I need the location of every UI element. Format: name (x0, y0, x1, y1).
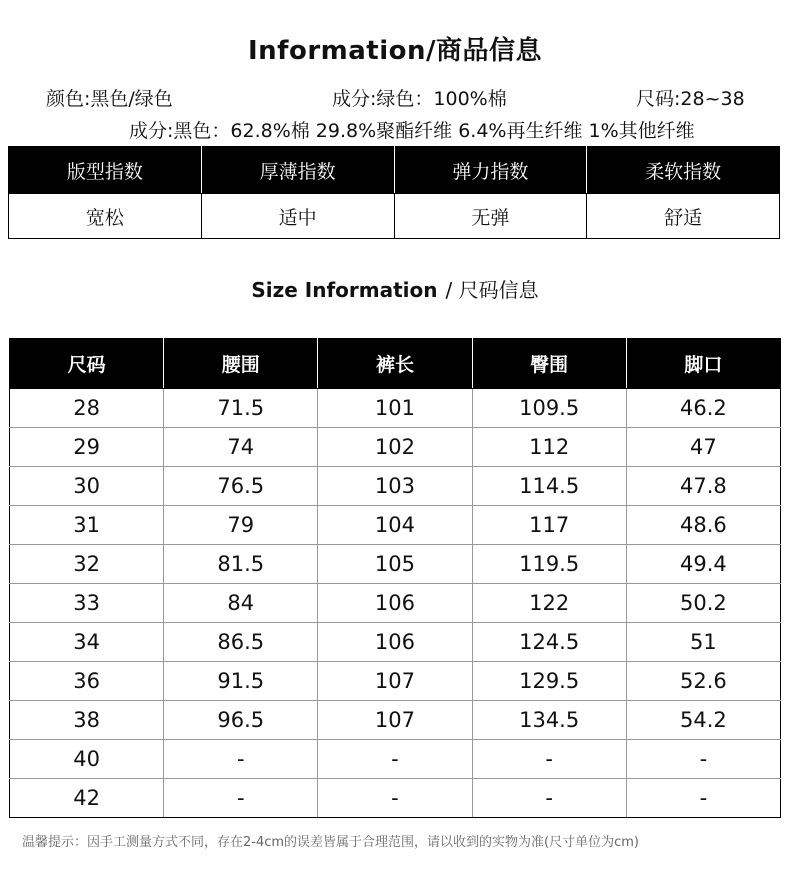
table-cell: 30 (10, 467, 164, 506)
table-cell: 107 (318, 662, 472, 701)
table-cell: - (626, 779, 780, 818)
index-header: 厚薄指数 (201, 147, 394, 194)
table-cell: 71.5 (164, 389, 318, 428)
table-cell: - (318, 740, 472, 779)
index-value: 无弹 (394, 194, 587, 239)
table-cell: 42 (10, 779, 164, 818)
table-cell: - (164, 779, 318, 818)
composition-black-info: 成分:黑色：62.8%棉 29.8%聚酯纤维 6.4%再生纤维 1%其他纤维 (129, 120, 695, 142)
size-column-header: 腰围 (164, 339, 318, 389)
table-cell: 31 (10, 506, 164, 545)
table-row (10, 701, 781, 740)
index-header: 版型指数 (9, 147, 202, 194)
composition-green-info: 成分:绿色：100%棉 (332, 88, 507, 110)
size-header-row (10, 339, 781, 389)
table-cell: - (164, 740, 318, 779)
table-cell: 51 (626, 623, 780, 662)
index-value-row (9, 194, 780, 239)
table-cell: 47.8 (626, 467, 780, 506)
table-row (10, 467, 781, 506)
table-cell: 106 (318, 584, 472, 623)
table-row (10, 662, 781, 701)
index-value: 舒适 (587, 194, 780, 239)
table-row (10, 506, 781, 545)
table-cell: 101 (318, 389, 472, 428)
index-table (8, 146, 780, 239)
table-row (10, 389, 781, 428)
table-cell: 104 (318, 506, 472, 545)
table-cell: 33 (10, 584, 164, 623)
table-cell: 117 (472, 506, 626, 545)
table-cell: 109.5 (472, 389, 626, 428)
table-cell: 105 (318, 545, 472, 584)
table-cell: 46.2 (626, 389, 780, 428)
table-cell: 114.5 (472, 467, 626, 506)
table-cell: 34 (10, 623, 164, 662)
table-cell: 91.5 (164, 662, 318, 701)
table-cell: 40 (10, 740, 164, 779)
table-cell: 112 (472, 428, 626, 467)
table-cell: 106 (318, 623, 472, 662)
table-row (10, 623, 781, 662)
table-cell: 81.5 (164, 545, 318, 584)
measurement-note: 温馨提示：因手工测量方式不同，存在2-4cm的误差皆属于合理范围，请以收到的实物为准(尺寸单位为cm) (22, 835, 639, 850)
table-cell: 129.5 (472, 662, 626, 701)
table-cell: 48.6 (626, 506, 780, 545)
size-heading-en: Size Information (251, 278, 438, 302)
page-title: Information/商品信息 (247, 36, 543, 66)
table-cell: - (472, 779, 626, 818)
size-section-heading (0, 274, 790, 303)
table-cell: 29 (10, 428, 164, 467)
table-cell: 107 (318, 701, 472, 740)
index-header: 柔软指数 (587, 147, 780, 194)
table-cell: 119.5 (472, 545, 626, 584)
size-table (9, 338, 781, 818)
table-cell: 102 (318, 428, 472, 467)
size-column-header: 脚口 (626, 339, 780, 389)
table-row (10, 545, 781, 584)
table-cell: 124.5 (472, 623, 626, 662)
table-cell: 54.2 (626, 701, 780, 740)
table-cell: 84 (164, 584, 318, 623)
table-row (10, 428, 781, 467)
table-cell: 32 (10, 545, 164, 584)
table-cell: 49.4 (626, 545, 780, 584)
size-column-header: 尺码 (10, 339, 164, 389)
color-info: 颜色:黑色/绿色 (46, 88, 173, 110)
size-column-header: 裤长 (318, 339, 472, 389)
table-cell: 96.5 (164, 701, 318, 740)
table-cell: - (472, 740, 626, 779)
table-cell: 47 (626, 428, 780, 467)
table-cell: 134.5 (472, 701, 626, 740)
index-header-row (9, 147, 780, 194)
table-row (10, 740, 781, 779)
table-cell: 76.5 (164, 467, 318, 506)
table-row (10, 779, 781, 818)
table-cell: 52.6 (626, 662, 780, 701)
table-cell: 122 (472, 584, 626, 623)
index-value: 宽松 (9, 194, 202, 239)
index-value: 适中 (201, 194, 394, 239)
table-cell: 79 (164, 506, 318, 545)
table-cell: 38 (10, 701, 164, 740)
table-cell: - (318, 779, 472, 818)
table-row (10, 584, 781, 623)
size-range-info: 尺码:28~38 (636, 88, 745, 110)
table-cell: 86.5 (164, 623, 318, 662)
index-header: 弹力指数 (394, 147, 587, 194)
table-cell: 50.2 (626, 584, 780, 623)
table-cell: 36 (10, 662, 164, 701)
size-column-header: 臀围 (472, 339, 626, 389)
table-cell: 103 (318, 467, 472, 506)
table-cell: 28 (10, 389, 164, 428)
table-cell: 74 (164, 428, 318, 467)
size-heading-cn: / 尺码信息 (445, 278, 539, 302)
table-cell: - (626, 740, 780, 779)
